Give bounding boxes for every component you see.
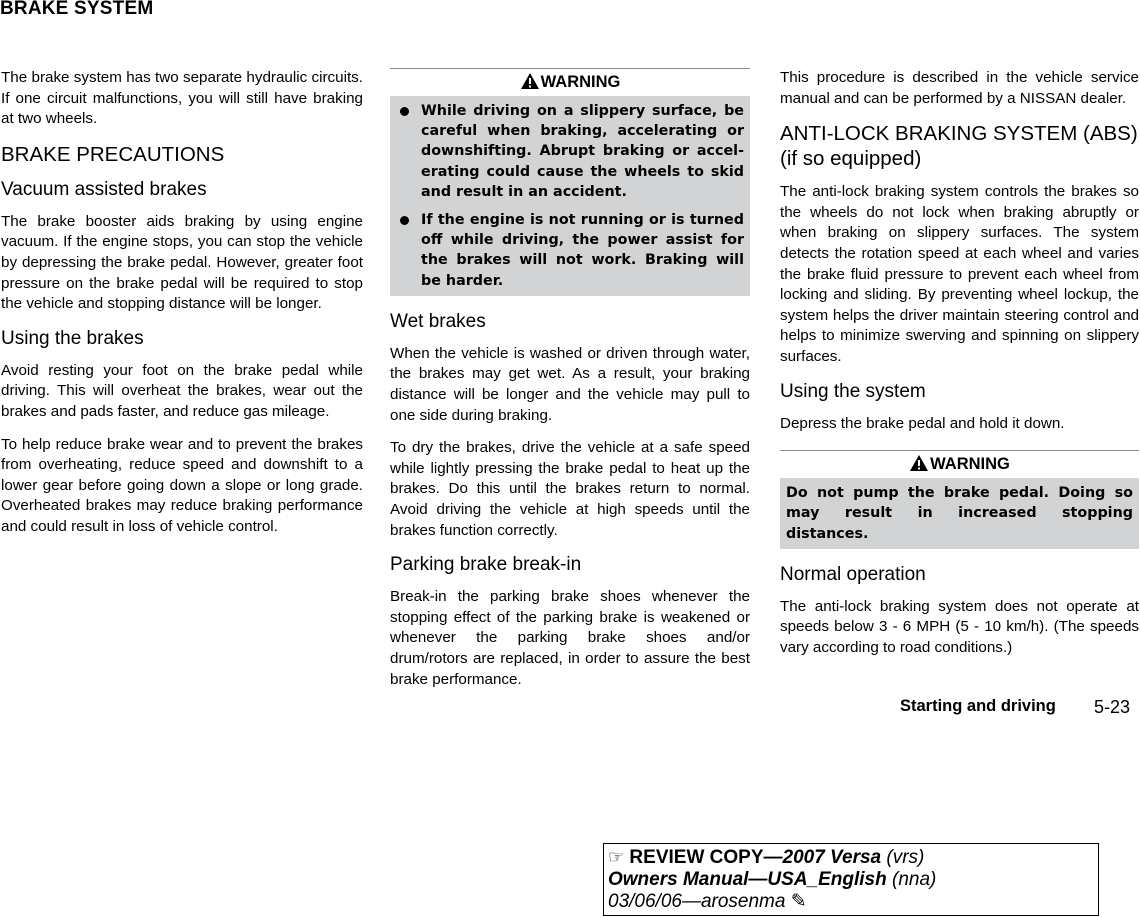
intro-paragraph: The brake system has two separate hydraulic circuits. If one circuit malfunctions, you will still have braking at two wheels.	[1, 69, 363, 128]
header-title: BRAKE SYSTEM	[0, 0, 154, 19]
pointing-hand-icon: ☞	[608, 847, 625, 867]
warning-item-text: While driving on a slippery surface, be careful when braking, accelerating or downshifting. Abrupt braking or accelerating could cause the wheels to skid and result in an accident.	[421, 103, 744, 200]
warning-body	[390, 96, 750, 296]
vacuum-assisted-paragraph: The brake booster aids braking by using engine vacuum. If the engine stops, you can stop the vehicle by depressing the brake pedal. However, greater foot pressure on the brake pedal will be required to stop the vehicle and stopping distance will be longer.	[1, 212, 363, 313]
wet-brakes-paragraph-1: When the vehicle is washed or driven through water, the brakes may get wet. As a result, your braking distance will be longer and the vehicle may pull to one side during braking.	[390, 344, 750, 424]
warning-text: Do not pump the brake pedal. Doing so may result in increased stopping distances.	[786, 485, 1133, 542]
footer-section-label: Starting and driving	[900, 697, 1056, 715]
column-middle	[390, 68, 750, 702]
using-system-heading: Using the system	[780, 380, 926, 402]
wet-brakes-paragraph-2: To dry the brakes, drive the vehicle at a safe speed while lightly pressing the brake pedal to heat up the brakes. Do this until the brakes return to normal. Avoid driving the vehicle at high speeds until the brakes function correctly.	[390, 439, 750, 539]
review-model-code: (vrs)	[886, 847, 925, 868]
warning-header	[390, 68, 750, 96]
normal-operation-paragraph: The anti-lock braking system does not operate at speeds below 3 - 6 MPH (5 - 10 km/h). (The speeds vary according to road conditions.)	[780, 597, 1139, 656]
pencil-icon: ✎	[790, 891, 807, 912]
warning-label: WARNING	[540, 73, 621, 91]
vacuum-assisted-heading: Vacuum assisted brakes	[1, 178, 207, 200]
review-manual-label: Owners Manual—USA_English	[608, 869, 887, 890]
abs-paragraph: The anti-lock braking system controls the brakes so the wheels do not lock when braking abruptly or when braking on slippery surfaces. The system detects the rotation speed at each wheel and varies the brake fluid pressure to prevent each wheel from locking and sliding. By preventing wheel lockup, the system helps the driver maintain steering control and helps to minimize swerving and spinning on slippery surfaces.	[780, 183, 1139, 365]
review-label: REVIEW COPY—	[629, 847, 783, 868]
review-model: 2007 Versa	[782, 847, 882, 868]
warning-triangle-icon	[909, 454, 929, 480]
wet-brakes-heading: Wet brakes	[390, 310, 486, 332]
warning-item	[396, 101, 744, 202]
parking-brake-heading: Parking brake break-in	[390, 554, 582, 576]
abs-heading: ANTI-LOCK BRAKING SYSTEM (ABS) (if so equipped)	[780, 122, 1138, 171]
brake-precautions-heading: BRAKE PRECAUTIONS	[1, 142, 225, 166]
warning-list	[396, 101, 744, 291]
review-line-3	[608, 891, 1098, 913]
using-brakes-paragraph-2: To help reduce brake wear and to prevent the brakes from overheating, reduce speed and downshift to a lower gear before going down a slope or long grade. Overheated brakes may reduce braking performance and could result in loss of vehicle control.	[1, 435, 363, 535]
bullet-icon	[400, 107, 409, 116]
warning-box-slippery	[390, 68, 750, 296]
review-line-1	[608, 846, 1098, 869]
using-system-paragraph: Depress the brake pedal and hold it down.	[780, 414, 1065, 432]
warning-body	[780, 478, 1139, 549]
warning-item-text: If the engine is not running or is turned off while driving, the power assist for the brakes will not work. Braking will be harder.	[421, 212, 744, 289]
column-right	[780, 68, 1139, 671]
procedure-paragraph: This procedure is described in the vehicle service manual and can be performed by a NISSAN dealer.	[780, 69, 1139, 107]
review-date-author: 03/06/06—arosenma	[608, 891, 786, 912]
using-brakes-paragraph-1: Avoid resting your foot on the brake pedal while driving. This will overheat the brakes, wear out the brakes and pads faster, and reduce gas mileage.	[1, 361, 363, 420]
review-lang-code: (nna)	[892, 869, 937, 890]
warning-box-pump	[780, 450, 1139, 549]
warning-triangle-icon	[520, 72, 540, 98]
normal-operation-heading: Normal operation	[780, 563, 926, 585]
review-line-2	[608, 869, 1098, 891]
using-brakes-heading: Using the brakes	[1, 327, 144, 349]
warning-item	[396, 210, 744, 291]
warning-header	[780, 450, 1139, 478]
warning-label: WARNING	[930, 455, 1010, 474]
parking-brake-paragraph: Break-in the parking brake shoes whenever the stopping effect of the parking brake is weakened or whenever the parking brake shoes and/or drum/rotors are replaced, in order to assure the best brake performance.	[390, 588, 750, 688]
review-copy-stamp	[603, 843, 1099, 916]
column-left	[1, 68, 363, 550]
bullet-icon	[400, 216, 409, 225]
page-number: 5-23	[1094, 697, 1131, 717]
